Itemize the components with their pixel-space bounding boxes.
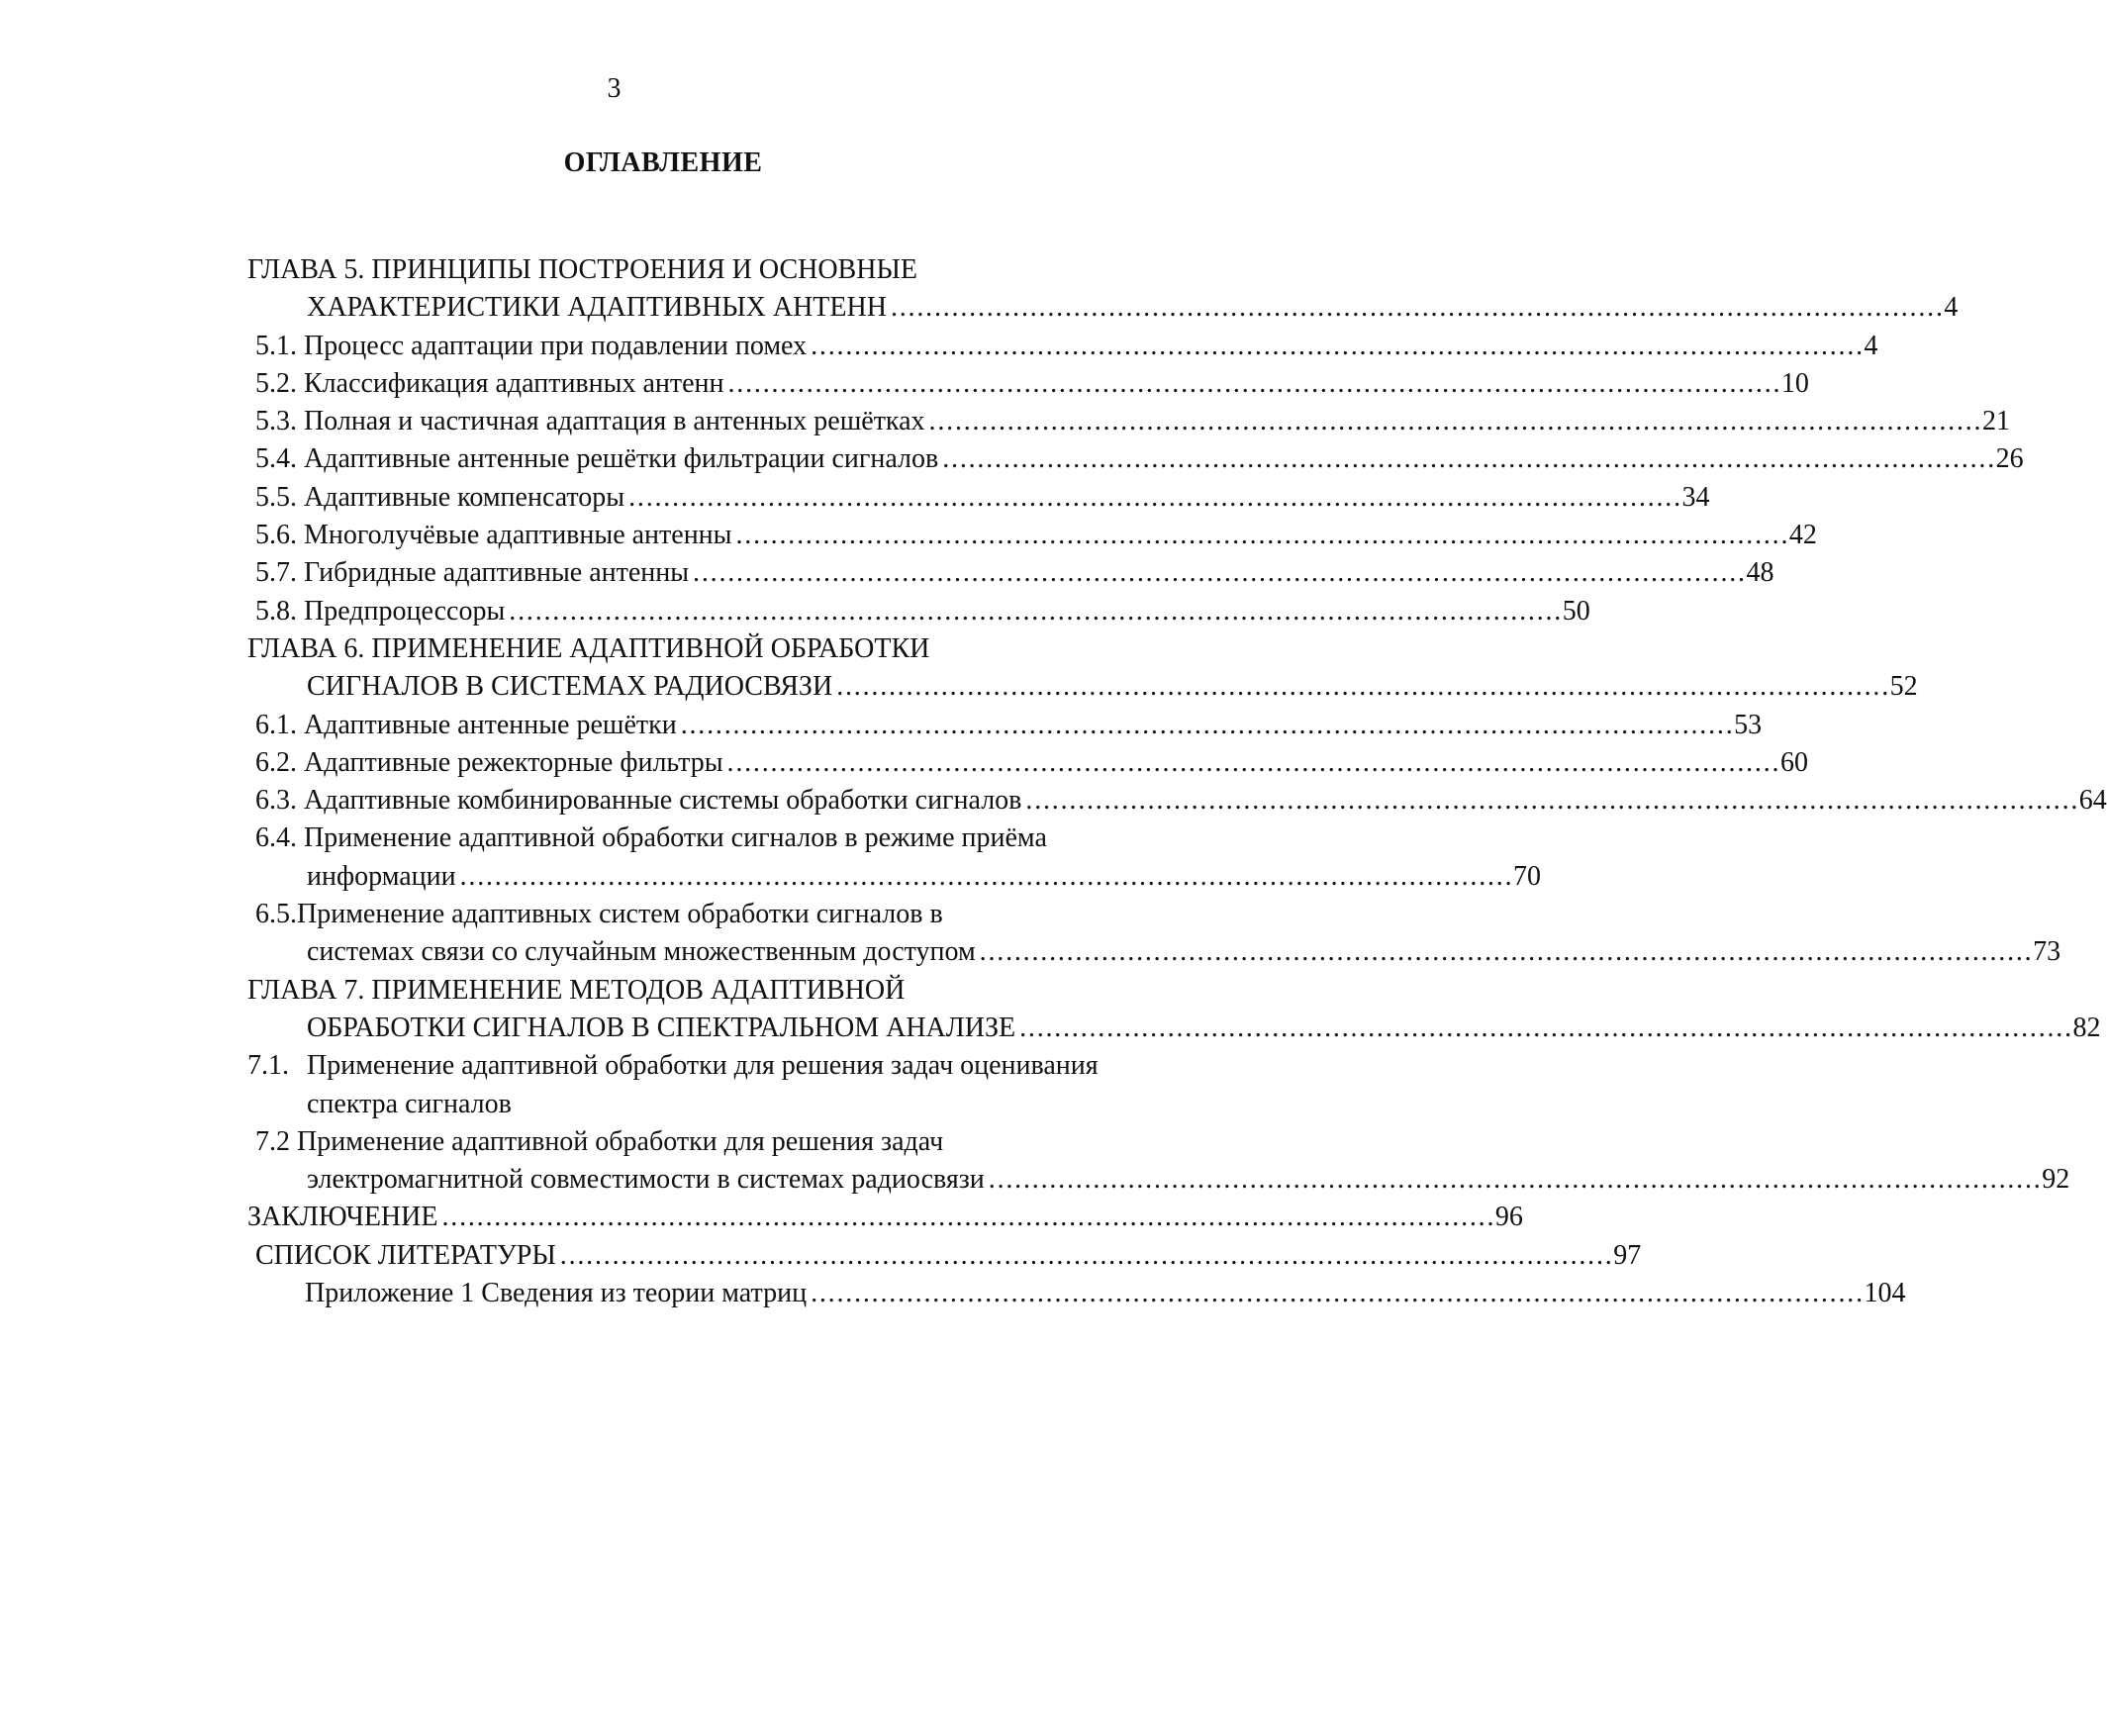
dot-leader: [942, 440, 1991, 478]
toc-page-number: 4: [1864, 330, 1878, 361]
table-of-contents: [247, 251, 2107, 1312]
toc-item-6-4[interactable]: [247, 820, 1138, 857]
toc-entry-text: ОБРАБОТКИ СИГНАЛОВ В СПЕКТРАЛЬНОМ АНАЛИЗЕ: [307, 1012, 1016, 1043]
toc-entry-text: 5.5. Адаптивные компенсаторы: [255, 481, 625, 513]
toc-entry-text: информации: [307, 860, 456, 892]
dot-leader: [735, 517, 1784, 554]
toc-entry-text: [247, 1047, 1099, 1085]
toc-page-number: 104: [1864, 1278, 1906, 1309]
toc-item-7-1[interactable]: [247, 1047, 1138, 1085]
dot-leader: [929, 403, 1978, 440]
toc-item-5-3[interactable]: [247, 403, 2010, 440]
toc-item-5-2[interactable]: [247, 365, 1809, 403]
toc-item-7-2-continued[interactable]: [247, 1161, 2070, 1199]
toc-item-5-4[interactable]: [247, 440, 2024, 478]
toc-entry-text: 6.4. Применение адаптивной обработки сигналов в режиме приёма: [255, 822, 1047, 854]
toc-item-number: 7.1.: [247, 1050, 289, 1082]
toc-page-number: 26: [1995, 443, 2024, 475]
toc-page-number: 10: [1780, 367, 1809, 399]
toc-page-number: 73: [2033, 936, 2061, 968]
dot-leader: [441, 1199, 1490, 1236]
toc-page-number: 34: [1681, 481, 1710, 513]
toc-entry-text: ГЛАВА 5. ПРИНЦИПЫ ПОСТРОЕНИЯ И ОСНОВНЫЕ: [247, 254, 917, 285]
toc-item-6-3[interactable]: [247, 782, 2107, 820]
dot-leader: [891, 289, 1940, 327]
page-title: ОГЛАВЛЕНИЕ: [563, 147, 763, 178]
toc-entry-text: электромагнитной совместимости в системах радиосвязи: [307, 1164, 985, 1196]
toc-item-7-1-continued[interactable]: [247, 1086, 1138, 1123]
toc-chapter-6-heading[interactable]: [247, 630, 1138, 668]
toc-page-number: 53: [1734, 709, 1763, 740]
toc-page-number: 4: [1944, 292, 1959, 324]
toc-item-title: Применение адаптивной обработки для решения задач оценивания: [307, 1050, 1099, 1082]
toc-entry-text: 7.2 Применение адаптивной обработки для решения задач: [255, 1125, 944, 1157]
toc-item-6-5-continued[interactable]: [247, 933, 2061, 971]
dot-leader: [989, 1161, 2038, 1199]
toc-page-number: 96: [1494, 1202, 1523, 1233]
toc-chapter-6-heading-continued[interactable]: [247, 668, 1918, 706]
toc-page-number: 82: [2072, 1012, 2101, 1043]
toc-entry-text: 6.3. Адаптивные комбинированные системы обработки сигналов: [255, 785, 1022, 817]
toc-item-6-5[interactable]: [247, 896, 1138, 933]
toc-chapter-7-heading-continued[interactable]: [247, 1010, 2101, 1047]
toc-item-6-1[interactable]: [247, 707, 1763, 744]
dot-leader: [811, 328, 1860, 365]
dot-leader: [509, 593, 1558, 630]
toc-entry-text: 5.6. Многолучёвые адаптивные антенны: [255, 520, 732, 551]
dot-leader: [980, 933, 2029, 971]
toc-entry-text: СПИСОК ЛИТЕРАТУРЫ: [255, 1239, 556, 1271]
toc-item-7-2[interactable]: [247, 1123, 1138, 1161]
toc-entry-text: 5.2. Классификация адаптивных антенн: [255, 367, 724, 399]
dot-leader: [681, 707, 1730, 744]
toc-item-6-2[interactable]: [247, 744, 1808, 782]
toc-entry-text: ГЛАВА 6. ПРИМЕНЕНИЕ АДАПТИВНОЙ ОБРАБОТКИ: [247, 632, 930, 664]
toc-entry-text: 5.4. Адаптивные антенные решётки фильтрации сигналов: [255, 443, 939, 475]
toc-references[interactable]: [247, 1237, 1642, 1275]
toc-entry-text: ЗАКЛЮЧЕНИЕ: [247, 1202, 438, 1233]
toc-page-number: 42: [1788, 520, 1817, 551]
toc-page-number: 21: [1981, 406, 2010, 437]
toc-page-number: 60: [1779, 746, 1808, 778]
toc-entry-text: 6.1. Адаптивные антенные решётки: [255, 709, 677, 740]
toc-page-number: 52: [1889, 671, 1918, 703]
toc-entry-text: 5.1. Процесс адаптации при подавлении помех: [255, 330, 808, 361]
dot-leader: [628, 479, 1677, 517]
toc-page-number: 64: [2078, 785, 2107, 817]
toc-page-number: 92: [2042, 1164, 2070, 1196]
dot-leader: [1025, 782, 2074, 820]
toc-chapter-7-heading[interactable]: [247, 972, 1138, 1010]
toc-item-5-6[interactable]: [247, 517, 1817, 554]
toc-item-5-8[interactable]: [247, 593, 1590, 630]
page-number: 3: [607, 73, 622, 104]
toc-item-5-5[interactable]: [247, 479, 1710, 517]
toc-page-number: 97: [1613, 1239, 1642, 1271]
toc-page-number: 48: [1746, 557, 1774, 589]
toc-entry-text: ГЛАВА 7. ПРИМЕНЕНИЕ МЕТОДОВ АДАПТИВНОЙ: [247, 974, 906, 1006]
dot-leader: [728, 365, 1777, 403]
dot-leader: [811, 1275, 1860, 1312]
toc-entry-text: системах связи со случайным множественным доступом: [307, 936, 976, 968]
toc-appendix-1[interactable]: [247, 1275, 1906, 1312]
dot-leader: [1019, 1010, 2068, 1047]
toc-entry-text: 6.2. Адаптивные режекторные фильтры: [255, 746, 723, 778]
dot-leader: [836, 668, 1885, 706]
toc-item-6-4-continued[interactable]: [247, 858, 1542, 896]
toc-item-5-7[interactable]: [247, 554, 1774, 592]
toc-entry-text: 6.5.Применение адаптивных систем обработки сигналов в: [255, 899, 943, 930]
toc-page-number: 50: [1562, 595, 1590, 627]
toc-entry-text: спектра сигналов: [307, 1088, 512, 1119]
toc-entry-text: 5.3. Полная и частичная адаптация в антенных решётках: [255, 406, 925, 437]
toc-entry-text: 5.8. Предпроцессоры: [255, 595, 506, 627]
dot-leader: [693, 554, 1742, 592]
dot-leader: [560, 1237, 1609, 1275]
dot-leader: [727, 744, 1776, 782]
dot-leader: [460, 858, 1509, 896]
toc-entry-text: 5.7. Гибридные адаптивные антенны: [255, 557, 690, 589]
toc-entry-text: ХАРАКТЕРИСТИКИ АДАПТИВНЫХ АНТЕНН: [307, 292, 887, 324]
toc-page-number: 70: [1513, 860, 1542, 892]
toc-item-5-1[interactable]: [247, 328, 1878, 365]
toc-chapter-5-heading-continued[interactable]: [247, 289, 1959, 327]
toc-chapter-5-heading[interactable]: [247, 251, 1138, 289]
toc-entry-text: СИГНАЛОВ В СИСТЕМАХ РАДИОСВЯЗИ: [307, 671, 833, 703]
toc-entry-text: Приложение 1 Сведения из теории матриц: [305, 1278, 808, 1309]
toc-conclusion[interactable]: [247, 1199, 1523, 1236]
